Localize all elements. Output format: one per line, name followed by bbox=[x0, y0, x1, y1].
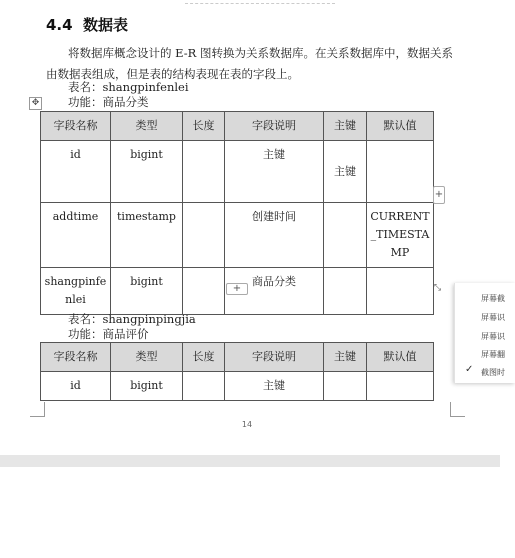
page-number: 14 bbox=[241, 420, 253, 429]
paragraph-text: 将数据库概念设计的 E-R 图转换为关系数据库。在关系数据库中，数据关系由数据表组成，但是表的结构表现在表的字段上。 bbox=[46, 46, 453, 81]
header-cell: 默认值 bbox=[367, 343, 434, 372]
add-column-button[interactable]: + bbox=[433, 186, 445, 204]
body-paragraph bbox=[46, 43, 454, 85]
table-cell[interactable]: shangpinfenlei bbox=[41, 268, 111, 315]
header-cell: 字段名称 bbox=[41, 343, 111, 372]
header-cell: 主键 bbox=[324, 343, 367, 372]
section-number: 4.4 bbox=[46, 16, 73, 34]
table-shangpinpingjia[interactable] bbox=[40, 342, 434, 401]
table-resize-icon[interactable]: ⤡ bbox=[433, 283, 442, 293]
header-cell: 字段说明 bbox=[225, 112, 324, 141]
margin-corner-mark-left bbox=[30, 402, 45, 417]
section-heading bbox=[46, 14, 128, 35]
table-cell[interactable]: timestamp bbox=[111, 203, 183, 268]
header-cell: 长度 bbox=[183, 112, 225, 141]
table1-function-label: 功能：商品分类 bbox=[68, 95, 149, 109]
margin-corner-mark-right bbox=[450, 402, 465, 417]
table-header-row bbox=[41, 343, 434, 372]
table-cell[interactable] bbox=[367, 372, 434, 401]
table-cell[interactable]: 主键 bbox=[225, 141, 324, 203]
menu-item-screenshot-option[interactable]: 截图时 bbox=[481, 368, 505, 377]
section-title: 数据表 bbox=[83, 16, 129, 34]
table-cell[interactable] bbox=[367, 268, 434, 315]
table-row bbox=[41, 141, 434, 203]
header-cell: 字段名称 bbox=[41, 112, 111, 141]
table-cell[interactable]: bigint bbox=[111, 268, 183, 315]
table-cell[interactable] bbox=[183, 141, 225, 203]
menu-item-screen-recognize-2[interactable]: 屏幕识 bbox=[481, 332, 505, 341]
table-cell[interactable]: bigint bbox=[111, 372, 183, 401]
header-cell: 类型 bbox=[111, 112, 183, 141]
table-cell[interactable]: 商品分类 bbox=[225, 268, 324, 315]
table-cell[interactable]: id bbox=[41, 141, 111, 203]
check-icon: ✓ bbox=[465, 364, 474, 375]
table-cell[interactable]: 主键 bbox=[324, 141, 367, 203]
previous-page-edge bbox=[185, 0, 335, 4]
table-cell[interactable] bbox=[324, 268, 367, 315]
table-cell[interactable] bbox=[183, 372, 225, 401]
table2-name-label: 表名：shangpinpingjia bbox=[68, 312, 196, 326]
table-row bbox=[41, 372, 434, 401]
table-cell[interactable] bbox=[324, 203, 367, 268]
header-cell: 主键 bbox=[324, 112, 367, 141]
table-cell[interactable] bbox=[324, 372, 367, 401]
table-row bbox=[41, 203, 434, 268]
table-header-row bbox=[41, 112, 434, 141]
table-cell[interactable]: id bbox=[41, 372, 111, 401]
table-cell[interactable]: bigint bbox=[111, 141, 183, 203]
header-cell: 长度 bbox=[183, 343, 225, 372]
table2-function-label: 功能：商品评价 bbox=[68, 327, 149, 341]
table-move-handle-icon[interactable]: ✥ bbox=[29, 97, 42, 110]
header-cell: 类型 bbox=[111, 343, 183, 372]
table1-name-label: 表名：shangpinfenlei bbox=[68, 80, 189, 94]
menu-item-screen-recognize-1[interactable]: 屏幕识 bbox=[481, 313, 505, 322]
menu-item-screen-capture[interactable]: 屏幕截 bbox=[481, 294, 505, 303]
header-cell: 默认值 bbox=[367, 112, 434, 141]
table-cell[interactable]: 创建时间 bbox=[225, 203, 324, 268]
page-gap bbox=[0, 455, 500, 467]
table-cell[interactable]: addtime bbox=[41, 203, 111, 268]
table-cell[interactable] bbox=[183, 268, 225, 315]
table-cell[interactable]: CURRENT_TIMESTAMP bbox=[367, 203, 434, 268]
header-cell: 字段说明 bbox=[225, 343, 324, 372]
context-menu bbox=[454, 283, 515, 383]
next-page bbox=[0, 467, 500, 558]
table-cell[interactable] bbox=[367, 141, 434, 203]
add-row-button[interactable]: + bbox=[226, 283, 248, 295]
table-cell[interactable]: 主键 bbox=[225, 372, 324, 401]
menu-item-screen-translate[interactable]: 屏幕翻 bbox=[481, 350, 505, 359]
table-cell[interactable] bbox=[183, 203, 225, 268]
